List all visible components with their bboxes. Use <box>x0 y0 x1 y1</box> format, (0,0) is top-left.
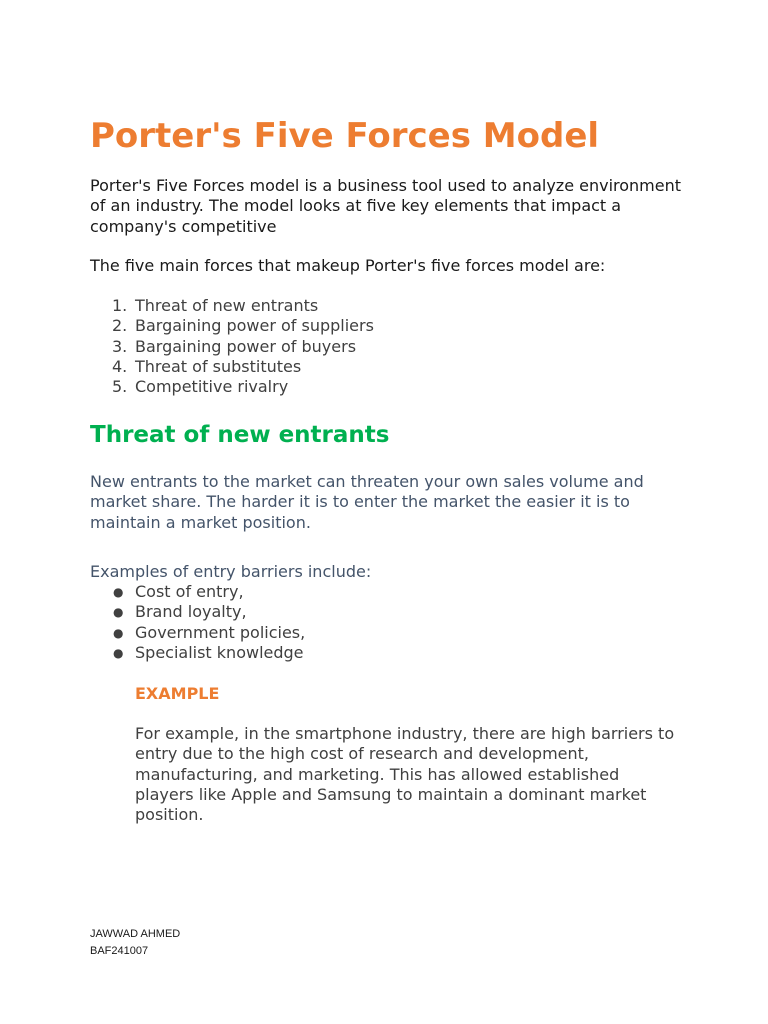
list-number: 3. <box>112 336 128 356</box>
list-item <box>90 357 374 377</box>
list-item <box>90 582 305 602</box>
list-number: 4. <box>112 356 128 376</box>
list-item <box>90 316 374 336</box>
list-number: 1. <box>112 296 128 315</box>
list-number: 2. <box>112 316 128 336</box>
bullet-icon: ● <box>113 605 124 620</box>
list-item-text: Brand loyalty, <box>135 602 247 622</box>
list-item-text: Cost of entry, <box>135 582 244 601</box>
list-item-text: Government policies, <box>135 622 306 642</box>
page-footer <box>90 926 180 960</box>
bullet-icon: ● <box>113 585 124 599</box>
author-id: BAF241007 <box>90 945 149 957</box>
list-item <box>90 623 305 643</box>
example-label: EXAMPLE <box>135 684 220 703</box>
list-item-text: Bargaining power of suppliers <box>135 316 374 336</box>
forces-list-intro: The five main forces that makeup Porter's five forces model are: <box>90 256 606 275</box>
list-item-text: Competitive rivalry <box>135 377 289 397</box>
list-item <box>90 602 305 622</box>
bullet-icon: ● <box>113 645 124 660</box>
list-item <box>90 337 374 357</box>
list-item-text: Specialist knowledge <box>135 642 304 662</box>
list-item <box>90 377 374 397</box>
barriers-intro: Examples of entry barriers include: <box>90 562 372 581</box>
list-number: 5. <box>112 377 128 397</box>
list-item <box>90 643 305 663</box>
list-item-text: Threat of substitutes <box>135 356 302 376</box>
author-name: JAWWAD AHMED <box>90 928 181 940</box>
five-forces-list <box>90 296 374 397</box>
list-item <box>90 296 374 316</box>
list-item-text: Bargaining power of buyers <box>135 336 357 356</box>
page-title: Porter's Five Forces Model <box>90 116 600 156</box>
section-heading-new-entrants: Threat of new entrants <box>90 422 390 448</box>
example-paragraph: For example, in the smartphone industry, there are high barriers to entry due to the high cost of research and development, manufacturing, and marketing. This has allowed established players like Apple and Samsung to maintain a dominant market position. <box>135 724 675 825</box>
entry-barriers-list <box>90 582 305 663</box>
new-entrants-paragraph: New entrants to the market can threaten your own sales volume and market share. The harder it is to enter the market the easier it is to maintain a market position. <box>90 472 644 532</box>
bullet-icon: ● <box>113 625 124 640</box>
list-item-text: Threat of new entrants <box>135 296 319 315</box>
intro-paragraph: Porter's Five Forces model is a business tool used to analyze environment of an industry. The model looks at five key elements that impact a company's competitive <box>90 176 682 236</box>
